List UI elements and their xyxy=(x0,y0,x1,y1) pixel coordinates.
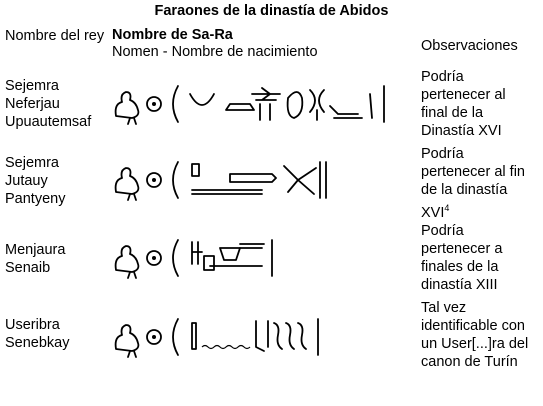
row-1-obs-line-2: pertenecer al xyxy=(421,87,506,103)
row-1-name-line-2: Neferjau xyxy=(5,96,60,112)
row-1-obs-line-1: Podría xyxy=(421,69,464,85)
hieroglyph-cartouche-upuautemsaf-icon xyxy=(112,80,397,130)
hieroglyph-cartouche-senaib-icon xyxy=(112,234,397,284)
header-sa-ra xyxy=(112,27,318,61)
row-3-name-line-2: Senaib xyxy=(5,260,51,276)
row-2-name-line-1: Sejemra xyxy=(5,155,59,171)
row-3-obs-line-3: finales de la xyxy=(421,259,499,275)
row-2-observations xyxy=(421,145,525,222)
hieroglyph-cartouche-senebkay-icon xyxy=(112,313,397,363)
row-2-name-line-3: Pantyeny xyxy=(5,191,66,207)
row-1-name-line-3: Upuautemsaf xyxy=(5,114,92,130)
row-4-obs-line-3: un User[...]ra del xyxy=(421,336,529,352)
header-sa-ra-subtitle: Nomen - Nombre de nacimiento xyxy=(112,44,318,60)
header-name xyxy=(5,27,115,45)
row-3-obs-line-4: dinastía XIII xyxy=(421,277,498,293)
row-1-obs-line-3: final de la xyxy=(421,105,484,121)
header-name-text: Nombre del rey xyxy=(5,28,105,44)
row-1-observations xyxy=(421,68,506,140)
row-4-name xyxy=(5,316,70,352)
row-3-name xyxy=(5,241,65,277)
row-3-obs-line-1: Podría xyxy=(421,223,464,239)
row-4-obs-line-4: canon de Turín xyxy=(421,354,518,370)
row-2-obs-line-1: Podría xyxy=(421,146,464,162)
header-sa-ra-title: Nombre de Sa-Ra xyxy=(112,27,233,43)
row-2-obs-line-2: pertenecer al fin xyxy=(421,164,525,180)
row-3-observations xyxy=(421,222,502,294)
header-observations: Observaciones xyxy=(421,38,518,54)
row-4-name-line-2: Senebkay xyxy=(5,335,70,351)
row-3-obs-line-2: pertenecer a xyxy=(421,241,503,257)
hieroglyph-cartouche-pantyeny-icon xyxy=(112,156,397,206)
row-2-name-line-2: Jutauy xyxy=(5,173,48,189)
row-4-name-line-1: Useribra xyxy=(5,317,60,333)
row-2-obs-line-3: de la dinastía xyxy=(421,182,508,198)
row-2-name xyxy=(5,154,65,208)
page-title: Faraones de la dinastía de Abidos xyxy=(154,3,389,19)
row-2-obs-line-4 xyxy=(421,199,525,222)
row-3-name-line-1: Menjaura xyxy=(5,242,66,258)
row-1-name xyxy=(5,77,91,131)
row-4-obs-line-1: Tal vez xyxy=(421,300,467,316)
footnote-marker: 4 xyxy=(444,203,450,213)
row-1-obs-line-4: Dinastía XVI xyxy=(421,123,502,139)
row-4-observations xyxy=(421,299,528,371)
row-2-obs-line-4-text: XVI xyxy=(421,204,445,221)
row-1-name-line-1: Sejemra xyxy=(5,78,59,94)
row-4-obs-line-2: identificable con xyxy=(421,318,525,334)
